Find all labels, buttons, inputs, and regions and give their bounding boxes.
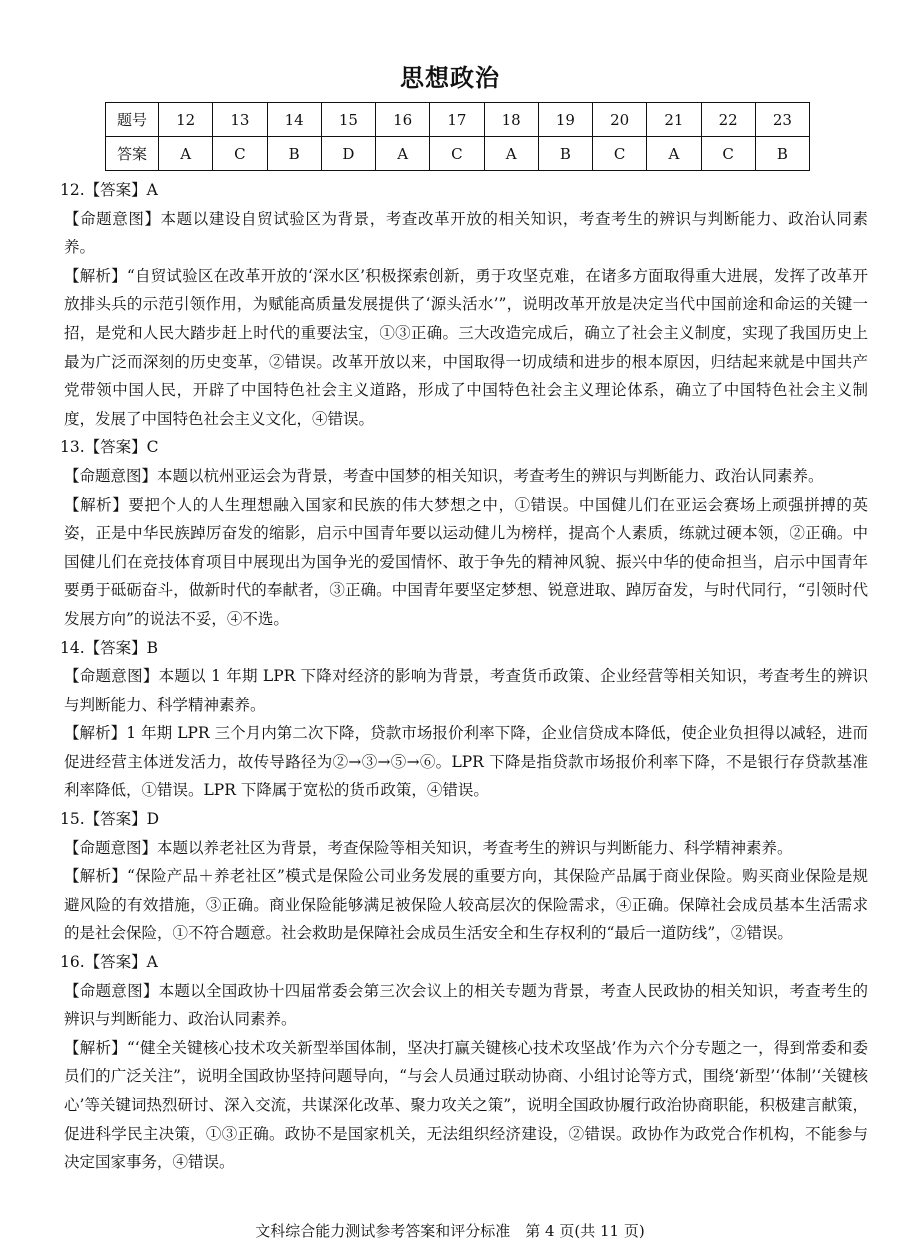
table-cell: A [376,137,430,171]
question-answer: 15.【答案】D [60,810,160,829]
question-intent: 【命题意图】本题以养老社区为背景，考查保险等相关知识，考查考生的辨识与判断能力、科学精神素养。 [64,838,793,857]
question-block [60,433,868,633]
table-cell: C [430,137,484,171]
table-cell: B [538,137,592,171]
table-row-answers [106,137,810,171]
table-cell: 22 [701,103,755,137]
table-cell: C [213,137,267,171]
question-intent: 【命题意图】本题以 1 年期 LPR 下降对经济的影响为背景，考查货币政策、企业经营等相关知识，考查考生的辨识与判断能力、科学精神素养。 [64,667,868,714]
table-cell: 23 [755,103,809,137]
question-block [60,634,868,806]
table-cell: D [321,137,375,171]
page-footer: 文科综合能力测试参考答案和评分标准 第 4 页(共 11 页) [255,1222,645,1240]
table-cell: 13 [213,103,267,137]
answer-table [105,102,810,171]
question-block [60,176,868,433]
table-cell: 15 [321,103,375,137]
table-row-numbers [106,103,810,137]
table-cell: B [267,137,321,171]
question-analysis: 【解析】“‘健全关键核心技术攻关新型举国体制，坚决打赢关键核心技术攻坚战’作为六个分专题之一，得到常委和委员们的广泛关注”，说明全国政协坚持问题导向，“与会人员通过联动协商、小组讨论等方式，围绕‘新型’‘体制’‘关键核心’等关键词热烈研讨、深入交流，共谋深化改革、聚力攻关之策”，说明全国政协履行政治协商职能，积极建言献策，促进科学民主决策，①③正确。政协不是国家机关，无法组织经济建设，②错误。政协作为政党合作机构，不能参与决定国家事务，④错误。 [64,1038,868,1172]
table-cell: 14 [267,103,321,137]
table-cell: A [647,137,701,171]
answer-explanations [60,176,868,1177]
question-block [60,948,868,1177]
table-cell: 17 [430,103,484,137]
table-cell: 21 [647,103,701,137]
table-header-cell: 答案 [106,137,159,171]
question-analysis: 【解析】要把个人的人生理想融入国家和民族的伟大梦想之中，①错误。中国健儿们在亚运会赛场上顽强拼搏的英姿，正是中华民族踔厉奋发的缩影，启示中国青年要以运动健儿为榜样，提高个人素质，练就过硬本领，②正确。中国健儿们在竞技体育项目中展现出为国争光的爱国情怀、敢于争先的精神风貌、振兴中华的使命担当，启示中国青年要勇于砥砺奋斗，做新时代的奉献者，③正确。中国青年要坚定梦想、锐意进取、踔厉奋发，与时代同行，“引领时代发展方向”的说法不妥，④不选。 [64,495,868,628]
question-intent: 【命题意图】本题以建设自贸试验区为背景，考查改革开放的相关知识，考查考生的辨识与判断能力、政治认同素养。 [64,209,868,257]
table-cell: 16 [376,103,430,137]
question-answer: 14.【答案】B [60,638,159,657]
question-answer: 13.【答案】C [60,438,159,457]
question-answer: 16.【答案】A [60,953,158,972]
table-cell: A [159,137,213,171]
question-analysis: 【解析】“自贸试验区在改革开放的‘深水区’积极探索创新，勇于攻坚克难，在诸多方面取得重大进展，发挥了改革开放排头兵的示范引领作用，为赋能高质量发展提供了‘源头活水’”，说明改革开放是决定当代中国前途和命运的关键一招，是党和人民大踏步赶上时代的重要法宝，①③正确。三大改造完成后，确立了社会主义制度，实现了我国历史上最为广泛而深刻的历史变革，②错误。改革开放以来，中国取得一切成绩和进步的根本原因，归结起来就是中国共产党带领中国人民，开辟了中国特色社会主义道路，形成了中国特色社会主义理论体系，确立了中国特色社会主义制度，发展了中国特色社会主义文化，④错误。 [64,266,868,428]
table-cell: C [701,137,755,171]
table-cell: 20 [593,103,647,137]
table-cell: C [593,137,647,171]
question-block [60,805,868,948]
question-analysis: 【解析】1 年期 LPR 三个月内第二次下降，贷款市场报价利率下降，企业信贷成本降低，使企业负担得以减轻，进而促进经营主体迸发活力，故传导路径为②→③→⑤→⑥。LPR 下降是指贷款市场报价利率下降，不是银行存贷款基准利率降低，①错误。LPR 下降属于宽松的货币政策，④错误。 [64,724,868,800]
question-answer: 12.【答案】A [60,181,158,199]
table-cell: 18 [484,103,538,137]
question-analysis: 【解析】“保险产品＋养老社区”模式是保险公司业务发展的重要方向，其保险产品属于商业保险。购买商业保险是规避风险的有效措施，③正确。商业保险能够满足被保险人较高层次的保险需求，④正确。保障社会成员基本生活需求的是社会保险，①不符合题意。社会救助是保障社会成员生活安全和生存权利的“最后一道防线”，②错误。 [64,867,868,943]
page-title: 思想政治 [400,64,500,92]
table-cell: 12 [159,103,213,137]
table-cell: 19 [538,103,592,137]
table-cell: B [755,137,809,171]
table-header-cell: 题号 [106,103,159,137]
table-cell: A [484,137,538,171]
question-intent: 【命题意图】本题以杭州亚运会为背景，考查中国梦的相关知识，考查考生的辨识与判断能力、政治认同素养。 [64,466,824,485]
question-intent: 【命题意图】本题以全国政协十四届常委会第三次会议上的相关专题为背景，考查人民政协的相关知识，考查考生的辨识与判断能力、政治认同素养。 [64,981,868,1029]
